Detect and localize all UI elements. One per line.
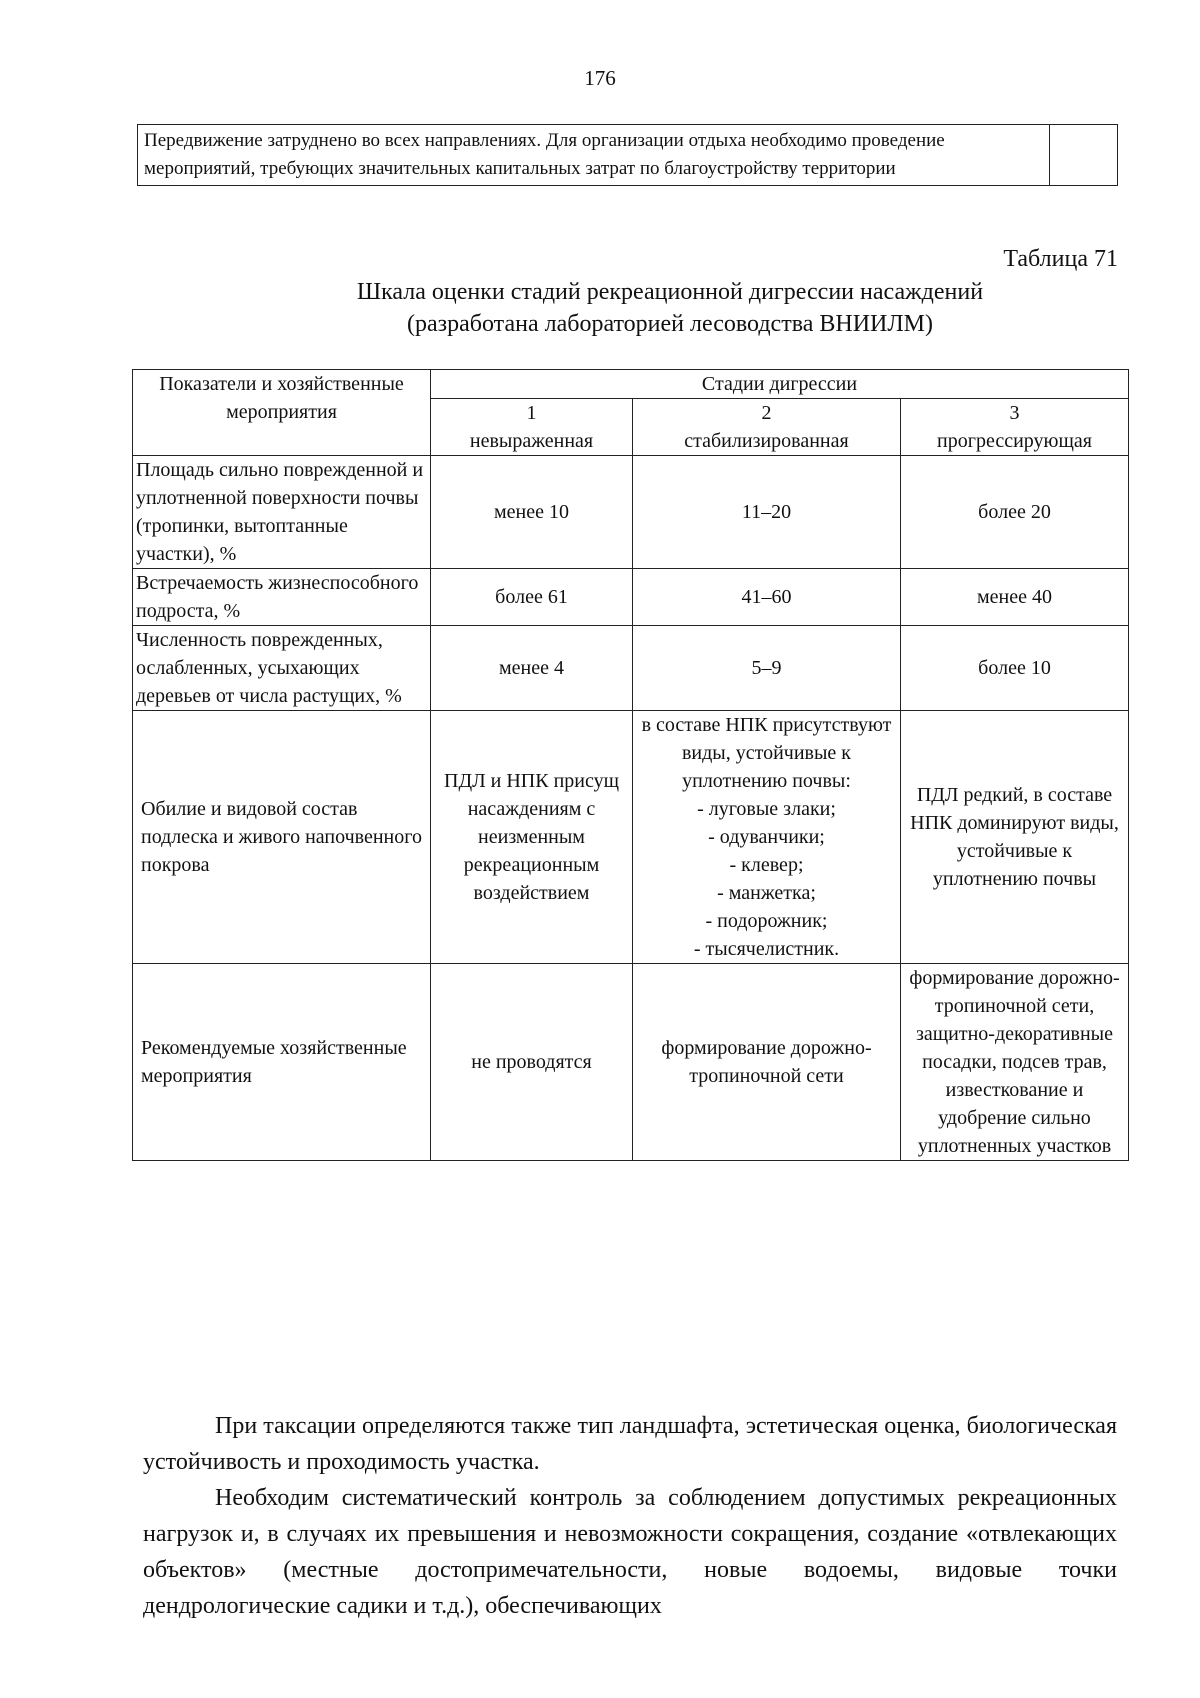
table-row [133,456,1129,569]
digression-scale-table [132,369,1129,1161]
header-stage-3 [901,399,1129,456]
stage-3-name: прогрессирующая [937,430,1092,452]
row-stage-1-value: не проводятся [431,964,633,1161]
table-number: Таблица 71 [1003,246,1118,272]
table-header-row [133,370,1129,399]
stage-3-number: 3 [1009,402,1020,424]
continued-table-text: Передвижение затруднено во всех направлениях. Для организации отдыха необходимо проведение мероприятий, требующих значительных капитальных затрат по благоустройству территории [138,125,1050,186]
header-stage-1 [431,399,633,456]
table-title [180,276,1160,340]
row-stage-2-value: 11–20 [633,456,901,569]
row-stage-3-value: ПДЛ редкий, в составе НПК доминируют виды, устойчивые к уплотнению почвы [901,711,1129,964]
row-stage-1-value: менее 4 [431,626,633,711]
row-stage-3-value: более 20 [901,456,1129,569]
body-paragraph: При таксации определяются также тип ландшафта, эстетическая оценка, биологическая устойчивость и проходимость участка. [143,1413,1117,1475]
table-row [133,626,1129,711]
row-stage-2-value: формирование дорожно-тропиночной сети [633,964,901,1161]
table-title-line: Шкала оценки стадий рекреационной дигрессии насаждений [356,279,984,305]
table-row [138,125,1118,186]
stage-1-name: невыраженная [469,430,594,452]
header-stages: Стадии дигрессии [431,370,1129,399]
table-subtitle-line: (разработана лабораторией лесоводства ВНИИЛМ) [407,311,933,337]
table-row [133,964,1129,1161]
table-row [133,711,1129,964]
page-number: 176 [584,66,616,90]
row-stage-1-value: ПДЛ и НПК присущ насаждениям с неизменным рекреационным воздействием [431,711,633,964]
row-stage-1-value: более 61 [431,569,633,626]
row-indicator: Обилие и видовой состав подлеска и живого напочвенного покрова [133,711,431,964]
row-stage-3-value: менее 40 [901,569,1129,626]
header-stage-2 [633,399,901,456]
continued-table-empty-cell [1050,125,1118,186]
row-indicator: Численность поврежденных, ослабленных, усыхающих деревьев от числа растущих, % [133,626,431,711]
row-indicator: Площадь сильно поврежденной и уплотненной поверхности почвы (тропинки, вытоптанные участки), % [133,456,431,569]
row-stage-2-value: 41–60 [633,569,901,626]
row-indicator: Встречаемость жизнеспособного подроста, % [133,569,431,626]
stage-2-number: 2 [761,402,772,424]
continued-table [137,124,1118,186]
row-stage-1-value: менее 10 [431,456,633,569]
row-stage-2-value: 5–9 [633,626,901,711]
body-paragraph: Необходим систематический контроль за соблюдением допустимых рекреационных нагрузок и, в случаях их превышения и невозможности сокращения, создание «отвлекающих объектов» (местные достопримечательности, новые водоемы, видовые точки дендрологические садики и т.д.), обеспечивающих [143,1485,1117,1619]
stage-2-name: стабилизированная [684,430,849,452]
table-row [133,569,1129,626]
header-indicators: Показатели и хозяйственные мероприятия [133,370,431,456]
row-stage-3-value: более 10 [901,626,1129,711]
row-stage-3-value: формирование дорожно-тропиночной сети, защитно-декоративные посадки, подсев трав, известкование и удобрение сильно уплотненных участков [901,964,1129,1161]
row-indicator: Рекомендуемые хозяйственные мероприятия [133,964,431,1161]
row-stage-2-value: в составе НПК присутствуют виды, устойчивые к уплотнению почвы: - луговые злаки; - одуванчики; - клевер; - манжетка; - подорожник; - тысячелистник. [633,711,901,964]
stage-1-number: 1 [526,402,537,424]
